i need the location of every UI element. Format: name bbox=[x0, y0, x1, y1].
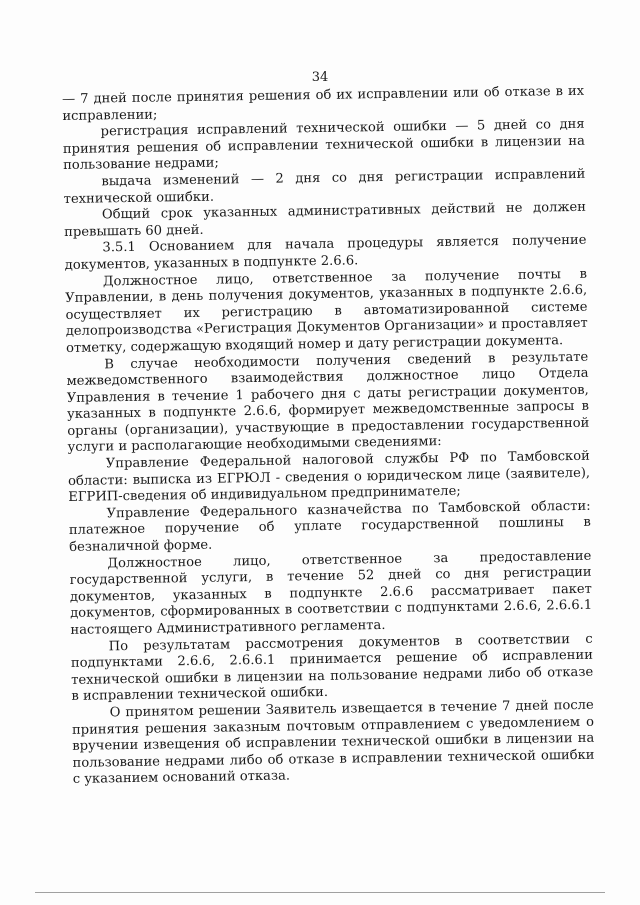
bottom-scan-edge bbox=[35, 892, 605, 893]
paragraph-treasury: Управление Федерального казначейства по Тамбовской области: платежное поручение об уплате государственной пошлины в безналичной форме. bbox=[68, 498, 591, 555]
paragraph-tax-service: Управление Федеральной налоговой службы РФ по Тамбовской области: выписка из ЕГРЮЛ - сведения о юридическом лице (заявителе), ЕГРИП-сведения об индивидуальном предпринимателе; bbox=[67, 448, 591, 506]
paragraph-mail-officer: Должностное лицо, ответственное за получение почты в Управлении, в день получения документов, указанных в подпункте 2.6.6, осуществляет их регистрацию в автоматизированной системе делопроизводства «Регистрация Документов Организации» и проставляет отметку, содержащую входящий номер и дату регистрации документа. bbox=[65, 266, 588, 356]
paragraph-interagency-requests: В случае необходимости получения сведений в результате межведомственного взаимодействия должностное лицо Отдела Управления в течение 1 рабочего дня с даты регистрации документов, указанных в подпункте 2.6.6, формирует межведомственные запросы в органы (организации), участвующие в предоставлении государственной услуги и располагающие необходимыми сведениями: bbox=[66, 349, 590, 456]
document-body bbox=[62, 84, 595, 789]
paragraph-total-term: Общий срок указанных административных действий не должен превышать 60 дней. bbox=[64, 199, 586, 240]
paragraph-applicant-notice: О принятом решении Заявитель извещается в течение 7 дней после принятия решения заказным почтовым отправлением с уведомлением о вручении извещения об исправлении технической ошибки в лицензии на пользование недрами либо об отказе в исправлении технической ошибки с указанием оснований отказа. bbox=[71, 697, 595, 788]
paragraph-deadline-decision: — 7 дней после принятия решения об их исправлении или об отказе в их исправлении; bbox=[62, 83, 585, 124]
paragraph-registration-deadline: регистрация исправлений технической ошибки — 5 дней со дня принятия решения об исправлении технической ошибки в лицензии на пользование недрами; bbox=[62, 116, 585, 174]
page-number: 34 bbox=[311, 70, 329, 85]
paragraph-review-results: По результатам рассмотрения документов в соответствии с подпунктами 2.6.6, 2.6.6.1 принимается решение об исправлении технической ошибки в лицензии на пользование недрами либо об отказе в исправлении технической ошибки. bbox=[70, 631, 594, 705]
paragraph-3-5-1: 3.5.1 Основанием для начала процедуры является получение документов, указанных в подпункте 2.6.6. bbox=[64, 233, 587, 273]
paragraph-issue-deadline: выдача изменений — 2 дня со дня регистрации исправлений технической ошибки. bbox=[63, 166, 586, 207]
paragraph-service-officer: Должностное лицо, ответственное за предоставление государственной услуги, в течение 52 дней со дня регистрации документов, указанных в подпункте 2.6.6 рассматривает пакет документов, сформированных в соответствии с подпунктами 2.6.6, 2.6.6.1 настоящего Административного регламента. bbox=[69, 548, 593, 638]
